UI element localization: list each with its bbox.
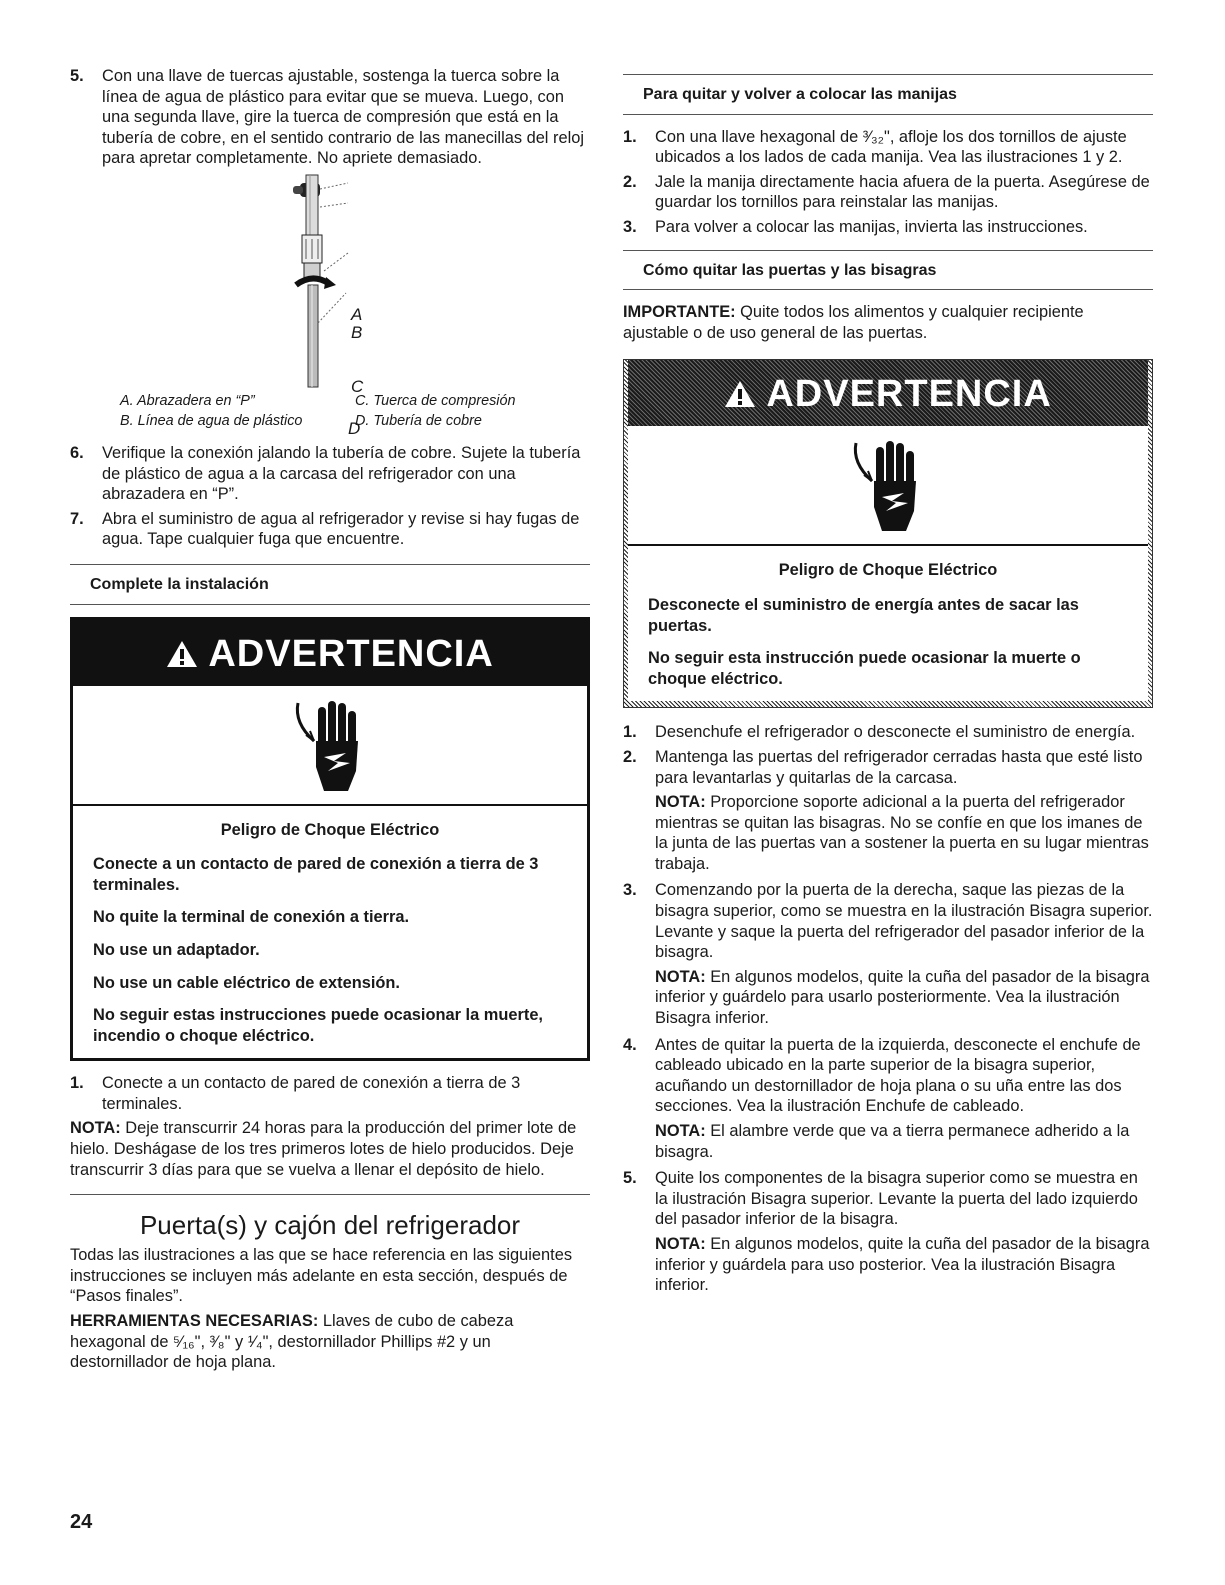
warning-body (73, 804, 587, 1059)
warning-banner-text: ADVERTENCIA (766, 373, 1052, 416)
step-text: Para volver a colocar las manijas, invierta las instrucciones. (655, 217, 1088, 236)
handles-step (623, 172, 1153, 213)
warning-line: No use un cable eléctrico de extensión. (93, 973, 400, 992)
note-text: Proporcione soporte adicional a la puerta del refrigerador mientras se quitan las bisagras. No se confíe en que los imanes de la junta de las puertas van a sostener la puerta en su lugar mientras trabaja. (655, 793, 1149, 873)
callout-d: D (348, 418, 361, 438)
caption-b: B. Línea de agua de plástico (120, 412, 303, 429)
door-step-note (655, 1121, 1153, 1162)
tools-text: Llaves de cubo de cabeza hexagonal de ⁵⁄₁₆", ³⁄₈" y ¹⁄₄", destornillador Phillips #2 y un destornillador de hoja plana. (70, 1312, 514, 1372)
note-text: En algunos modelos, quite la cuña del pasador de la bisagra inferior y guárdelo para usarlo posteriormente. Vea la ilustración Bisagra inferior. (655, 967, 1150, 1028)
step-number: 2. (623, 747, 637, 766)
door-step (623, 1168, 1153, 1230)
warning-line: Desconecte el suministro de energía antes de sacar las puertas. (648, 595, 1079, 635)
shock-hazard-icon (628, 426, 1148, 544)
step-text: Antes de quitar la puerta de la izquierda, desconecte el enchufe de cableado ubicado en la parte superior de la bisagra superior, acuñando un destornillador de hoja plana o su uña entre las dos secciones. Vea la ilustración Enchufe de cableado. (655, 1035, 1141, 1116)
warning-line: No quite la terminal de conexión a tierra. (93, 908, 410, 927)
warning-triangle-icon (166, 640, 198, 668)
warning-line: No seguir estas instrucciones puede ocasionar la muerte, incendio o choque eléctrico. (93, 1006, 543, 1045)
hazard-title: Peligro de Choque Eléctrico (220, 820, 440, 839)
callout-c: C (351, 376, 364, 396)
step-number: 1. (70, 1074, 84, 1093)
compression-fitting-illustration (70, 173, 590, 391)
step-7 (70, 509, 590, 550)
warning-banner (73, 620, 587, 686)
step-number: 1. (623, 723, 637, 742)
handles-step (623, 127, 1153, 168)
step-number: 6. (70, 443, 84, 462)
step-text: Con una llave hexagonal de ³⁄₃₂", afloje los dos tornillos de ajuste ubicados a los lados de cada manija. Vea las ilustraciones 1 y 2. (655, 127, 1127, 167)
step-text: Verifique la conexión jalando la tubería de cobre. Sujete la tubería de plástico de agua a la carcasa del refrigerador con una abrazadera en “P”. (102, 443, 581, 504)
door-step (623, 722, 1153, 743)
caption-c: C. Tuerca de compresión (355, 392, 516, 409)
hazard-title: Peligro de Choque Eléctrico (778, 561, 998, 580)
section-intro: Todas las ilustraciones a las que se hace referencia en las siguientes instrucciones se incluyen más adelante en esta sección, después de “Pasos finales”. (70, 1246, 573, 1306)
note-label: NOTA: (655, 793, 706, 812)
section-title: Puerta(s) y cajón del refrigerador (139, 1210, 521, 1241)
step-number: 5. (623, 1169, 637, 1188)
tools-needed (70, 1311, 590, 1373)
warning-box-ground (70, 617, 590, 1062)
door-step (623, 1035, 1153, 1117)
door-step (623, 747, 1153, 788)
note-label: NOTA: (655, 967, 706, 986)
page-number: 24 (70, 1511, 93, 1533)
step-text: Abra el suministro de agua al refrigerador y revise si hay fugas de agua. Tape cualquier fuga que encuentre. (102, 509, 580, 549)
handles-step (623, 217, 1153, 238)
warning-line: No seguir esta instrucción puede ocasionar la muerte o choque eléctrico. (648, 649, 1081, 688)
warning-banner-text: ADVERTENCIA (208, 632, 494, 675)
right-column (623, 66, 1153, 1302)
callout-a: A (351, 304, 363, 324)
door-step-note (655, 792, 1153, 874)
important-label: IMPORTANTE: (623, 303, 736, 322)
subheading-doors-hinges: Cómo quitar las puertas y las bisagras (623, 251, 1153, 291)
step-text: Desenchufe el refrigerador o desconecte el suministro de energía. (655, 723, 1136, 742)
step-number: 4. (623, 1035, 637, 1054)
subheading-complete-installation: Complete la instalación (70, 565, 590, 605)
step-text: Conecte a un contacto de pared de conexión a tierra de 3 terminales. (102, 1074, 521, 1113)
important-note (623, 302, 1153, 343)
warning-line: Conecte a un contacto de pared de conexión a tierra de 3 terminales. (93, 855, 539, 894)
warning-line: No use un adaptador. (93, 940, 260, 959)
warning-inner (628, 426, 1148, 701)
step-text: Comenzando por la puerta de la derecha, saque las piezas de la bisagra superior, como se muestra en la ilustración Bisagra superior. Levante y saque la puerta del refrigerador del pasador inferior de la bisagra. (655, 881, 1153, 962)
note-label: NOTA: (655, 1234, 706, 1253)
ice-note (70, 1118, 590, 1180)
step-5 (70, 66, 590, 169)
door-step-note (655, 967, 1153, 1029)
note-label: NOTA: (70, 1119, 121, 1138)
note-text: El alambre verde que va a tierra permanece adherido a la bisagra. (655, 1122, 1130, 1161)
step-number: 7. (70, 509, 84, 528)
warning-box-disconnect (623, 359, 1153, 708)
door-step (623, 880, 1153, 962)
divider (70, 1194, 590, 1195)
step-text: Mantenga las puertas del refrigerador cerradas hasta que esté listo para levantarlas y quitarlas de la carcasa. (655, 747, 1143, 787)
note-text: Deje transcurrir 24 horas para la producción del primer lote de hielo. Deshágase de los tres primeros lotes de hielo producidos. Deje transcurrir 3 días para que se vuelva a llenar el depósito de hielo. (70, 1119, 577, 1179)
step-text: Quite los componentes de la bisagra superior como se muestra en la ilustración Bisagra superior. Levante la puerta del lado izquierdo del pasador inferior de la bisagra. (655, 1169, 1138, 1229)
step-number: 3. (623, 881, 637, 900)
callout-b: B (351, 322, 363, 342)
shock-hazard-icon (73, 686, 587, 804)
warning-triangle-icon (724, 380, 756, 408)
note-text: En algunos modelos, quite la cuña del pasador de la bisagra inferior y guárdela para uso posterior. Vea la ilustración Bisagra inferior. (655, 1234, 1150, 1295)
tools-label: HERRAMIENTAS NECESARIAS: (70, 1312, 319, 1331)
step-text: Jale la manija directamente hacia afuera de la puerta. Asegúrese de guardar los tornillos para reinstalar las manijas. (655, 172, 1150, 212)
step-1-connect (70, 1073, 590, 1114)
door-step-note (655, 1234, 1153, 1296)
caption-d: D. Tubería de cobre (355, 412, 482, 429)
step-number: 1. (623, 127, 637, 146)
warning-banner (628, 360, 1148, 426)
step-6 (70, 443, 590, 505)
left-column (70, 66, 590, 1377)
warning-body (628, 544, 1148, 701)
step-number: 3. (623, 217, 637, 236)
step-number: 5. (70, 67, 84, 85)
note-label: NOTA: (655, 1122, 706, 1140)
important-text: Quite todos los alimentos y cualquier recipiente ajustable o de uso general de las puertas. (623, 303, 1084, 342)
caption-a: A. Abrazadera en “P” (120, 392, 255, 409)
step-text: Con una llave de tuercas ajustable, sostenga la tuerca sobre la línea de agua de plástico para evitar que se mueva. Luego, con una segunda llave, gire la tuerca de compresión que está en la tubería de cobre, en el sentido contrario de las manecillas del reloj para apretar completamente. No apriete demasiado. (102, 67, 584, 168)
subheading-handles: Para quitar y volver a colocar las manijas (623, 75, 1153, 115)
step-number: 2. (623, 172, 637, 191)
